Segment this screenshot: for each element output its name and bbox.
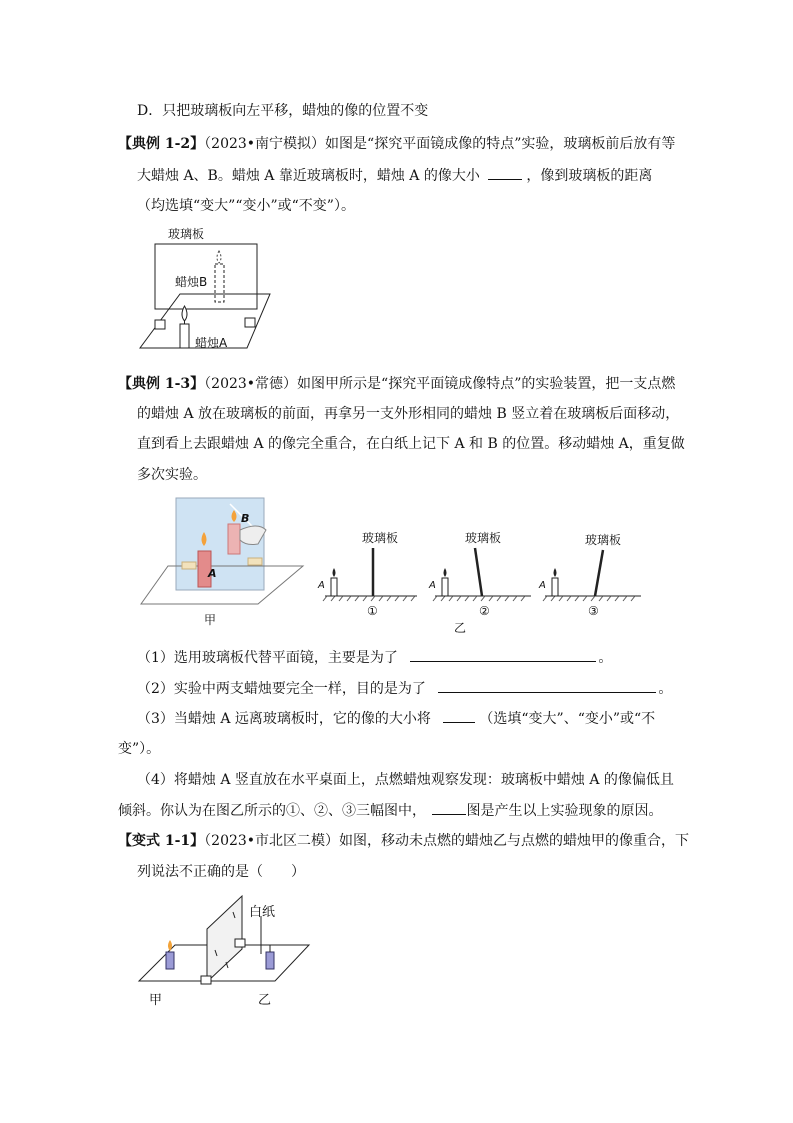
- label-candle-a: 蜡烛A: [195, 336, 228, 350]
- question-1-text: （1）选用玻璃板代替平面镜，主要是为了: [137, 650, 398, 666]
- question-2-end: 。: [658, 681, 673, 697]
- label-jia-variant: 甲: [149, 993, 163, 1008]
- label-a-1: A: [318, 580, 325, 591]
- label-a-3: A: [539, 580, 546, 591]
- option-d: D．只把玻璃板向左平移，蜡烛的像的位置不变: [137, 103, 429, 119]
- question-3: [137, 708, 655, 729]
- question-1-end: 。: [598, 650, 613, 666]
- example-1-3-tag: 【典例 1-3】: [118, 376, 205, 392]
- example-1-2-tag: 【典例 1-2】: [118, 136, 205, 152]
- figure-glass-plate-candles: [135, 224, 280, 358]
- figure-jia-apparatus: [138, 496, 308, 631]
- variant-1-1-tag: 【变式 1-1】: [118, 833, 205, 849]
- question-3-text: （3）当蜡烛 A 远离玻璃板时，它的像的大小将: [137, 711, 431, 727]
- example-1-3-text1: （2023•常德）如图甲所示是“探究平面镜成像特点”的实验装置，把一支点燃: [204, 376, 676, 392]
- question-4-text: 倾斜。你认为在图乙所示的①、②、③三幅图中，: [118, 803, 426, 819]
- label-glass-plate: 玻璃板: [168, 227, 205, 241]
- variant-1-1-line2: 列说法不正确的是（ ）: [137, 864, 305, 880]
- label-yi: 乙: [454, 621, 467, 635]
- question-4: （4）将蜡烛 A 竖直放在水平桌面上，点燃蜡烛观察发现：玻璃板中蜡烛 A 的像偏低且: [137, 772, 674, 788]
- question-3-options: （选填“变大”、“变小”或“不: [479, 711, 656, 727]
- question-4-end: 图是产生以上实验现象的原因。: [466, 803, 663, 819]
- answer-blank-3[interactable]: [443, 708, 475, 723]
- label-a-2: A: [429, 580, 436, 591]
- example-1-3-line1: [118, 374, 675, 394]
- label-circle-2: ②: [479, 604, 490, 618]
- label-jia: 甲: [204, 613, 217, 627]
- example-1-3-line2: 的蜡烛 A 放在玻璃板的前面，再拿另一支外形相同的蜡烛 B 竖立着在玻璃板后面移动，: [137, 406, 680, 422]
- label-white-paper: 白纸: [249, 905, 276, 920]
- answer-blank-2[interactable]: [438, 678, 656, 693]
- variant-1-1-line1: [118, 831, 689, 851]
- example-1-2-line1: [118, 134, 675, 154]
- label-yi-variant: 乙: [258, 993, 272, 1008]
- example-1-3-line3: 直到看上去跟蜡烛 A 的像完全重合，在白纸上记下 A 和 B 的位置。移动蜡烛 A，重复做: [137, 436, 685, 452]
- example-1-2-text2a: 大蜡烛 A、B。蜡烛 A 靠近玻璃板时，蜡烛 A 的像大小: [137, 168, 480, 184]
- label-fig-a: A: [208, 567, 217, 580]
- question-2: [137, 678, 672, 699]
- question-3-continued: 变”）。: [118, 741, 161, 757]
- example-1-3-line4: 多次实验。: [137, 467, 207, 483]
- answer-blank[interactable]: [488, 165, 522, 180]
- example-1-2-text1: （2023•南宁模拟）如图是“探究平面镜成像的特点”实验，玻璃板前后放有等: [204, 136, 676, 152]
- answer-blank-1[interactable]: [410, 647, 596, 662]
- example-1-2-line3: （均选填“变大”“变小”或“不变”）。: [137, 198, 355, 214]
- answer-blank-4[interactable]: [432, 800, 466, 815]
- label-glass-2: 玻璃板: [465, 531, 502, 545]
- variant-1-1-text1: （2023•市北区二模）如图，移动未点燃的蜡烛乙与点燃的蜡烛甲的像重合，下: [204, 833, 690, 849]
- label-glass-3: 玻璃板: [585, 533, 622, 547]
- label-fig-b: B: [241, 512, 250, 525]
- example-1-2-line2: [137, 165, 652, 186]
- example-1-2-text2b: ，像到玻璃板的距离: [526, 168, 653, 184]
- label-candle-b: 蜡烛B: [175, 275, 208, 289]
- label-circle-3: ③: [588, 604, 599, 618]
- label-circle-1: ①: [367, 604, 378, 618]
- question-1: [137, 647, 612, 668]
- figure-yi-glass-angles: [315, 526, 645, 636]
- label-glass-1: 玻璃板: [362, 531, 399, 545]
- figure-variant-mirror: [135, 892, 315, 1010]
- question-4-continued: [118, 800, 662, 821]
- question-2-text: （2）实验中两支蜡烛要完全一样，目的是为了: [137, 681, 426, 697]
